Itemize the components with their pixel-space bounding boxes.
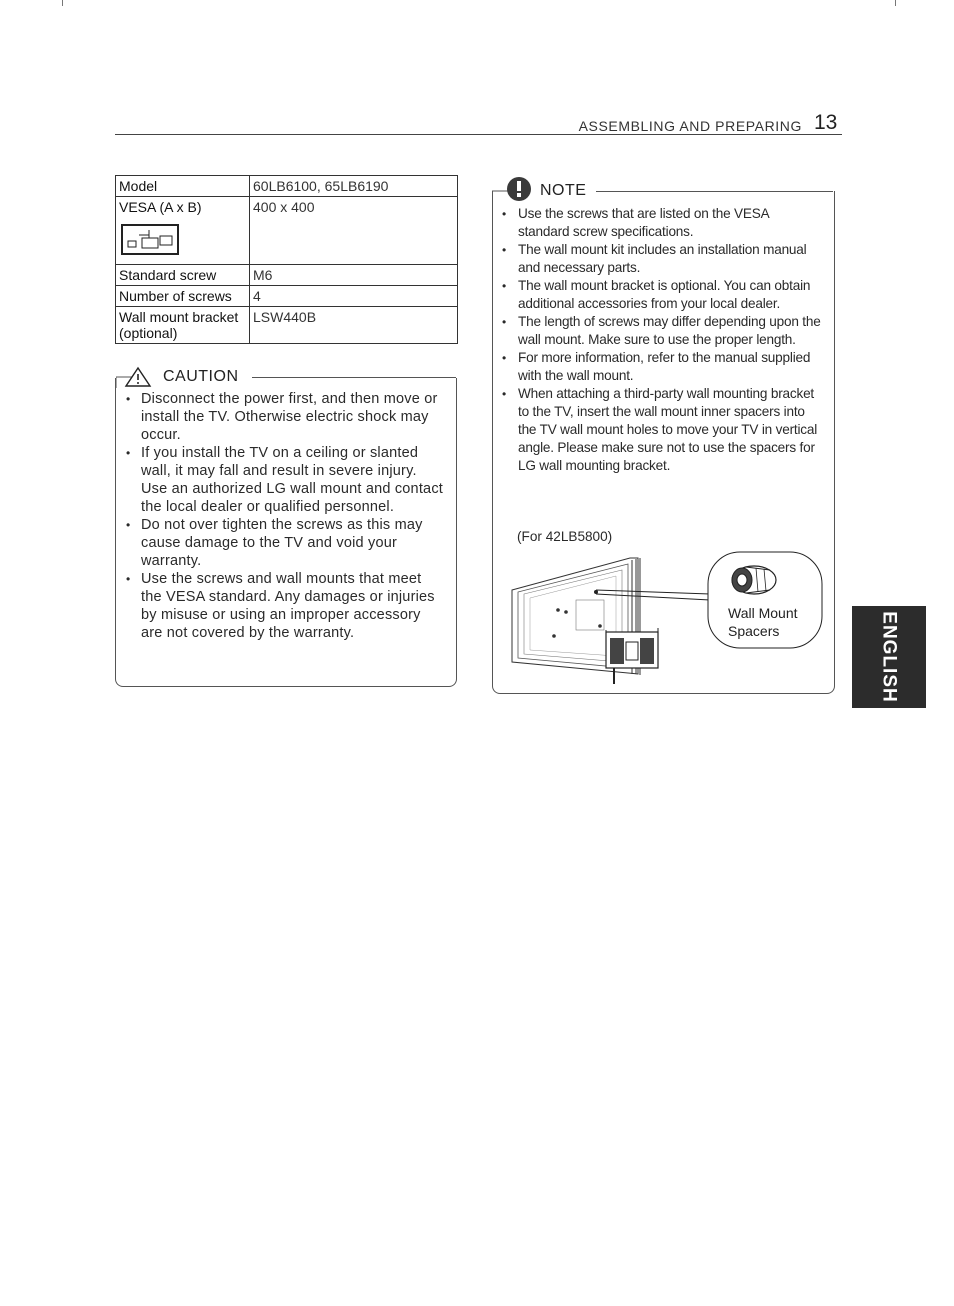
list-item: • Use the screws that are listed on the VESA standard screw specifications. xyxy=(500,205,822,241)
row-value: 60LB6100, 65LB6190 xyxy=(250,176,458,197)
note-rule xyxy=(596,191,833,192)
list-item: • The length of screws may differ depending upon the wall mount. Make sure to use the proper length. xyxy=(500,313,822,349)
row-label: Wall mount bracket (optional) xyxy=(116,307,250,344)
row-label: Standard screw xyxy=(116,265,250,286)
model-note: (For 42LB5800) xyxy=(517,529,613,544)
row-value: 4 xyxy=(250,286,458,307)
vesa-diagram-icon xyxy=(119,221,181,257)
row-label: VESA (A x B) xyxy=(119,199,202,215)
table-row xyxy=(116,265,458,286)
row-value: 400 x 400 xyxy=(250,197,458,265)
row-value: M6 xyxy=(250,265,458,286)
note-title: NOTE xyxy=(540,182,590,200)
row-value: LSW440B xyxy=(250,307,458,344)
crop-mark-left xyxy=(62,0,63,6)
callout-line-1: Wall Mount xyxy=(728,605,798,621)
section-title: ASSEMBLING AND PREPARING xyxy=(578,118,802,134)
list-item: • When attaching a third-party wall mounting bracket to the TV, insert the wall mount inner spacers into the TV wall mount holes to move your TV in vertical angle. Please make sure not to use the spacers for LG wall mounting bracket. xyxy=(500,385,822,475)
note-badge-icon xyxy=(492,175,538,207)
list-item: • The wall mount bracket is optional. You can obtain additional accessories from your local dealer. xyxy=(500,277,822,313)
list-item: • Use the screws and wall mounts that meet the VESA standard. Any damages or injuries by misuse or using an improper accessory are not covered by the warranty. xyxy=(124,570,444,642)
caution-title: CAUTION xyxy=(163,368,243,386)
callout-line-2: Spacers xyxy=(728,623,780,639)
list-item: • Do not over tighten the screws as this may cause damage to the TV and void your warranty. xyxy=(124,516,444,570)
table-row xyxy=(116,197,458,265)
crop-mark-right xyxy=(895,0,896,6)
note-list xyxy=(500,205,822,475)
table-row xyxy=(116,286,458,307)
list-item: • If you install the TV on a ceiling or slanted wall, it may fall and result in severe injury. Use an authorized LG wall mount and contact the local dealer or qualified personnel. xyxy=(124,444,444,516)
list-item: • For more information, refer to the manual supplied with the wall mount. xyxy=(500,349,822,385)
caution-rule xyxy=(252,377,456,378)
table-row xyxy=(116,176,458,197)
spacer-part-icon xyxy=(732,566,776,594)
list-item: • Disconnect the power first, and then move or install the TV. Otherwise electric shock may occur. xyxy=(124,390,444,444)
header-rule xyxy=(115,134,842,135)
list-item: • The wall mount kit includes an installation manual and necessary parts. xyxy=(500,241,822,277)
row-label: Number of screws xyxy=(116,286,250,307)
spec-table xyxy=(115,175,458,344)
warning-triangle-icon xyxy=(116,366,162,388)
page-number: 13 xyxy=(814,111,838,134)
language-tab-label: ENGLISH xyxy=(879,611,901,703)
caution-list xyxy=(124,390,444,642)
table-row xyxy=(116,307,458,344)
row-label: Model xyxy=(116,176,250,197)
wall-mount-illustration xyxy=(510,550,826,690)
